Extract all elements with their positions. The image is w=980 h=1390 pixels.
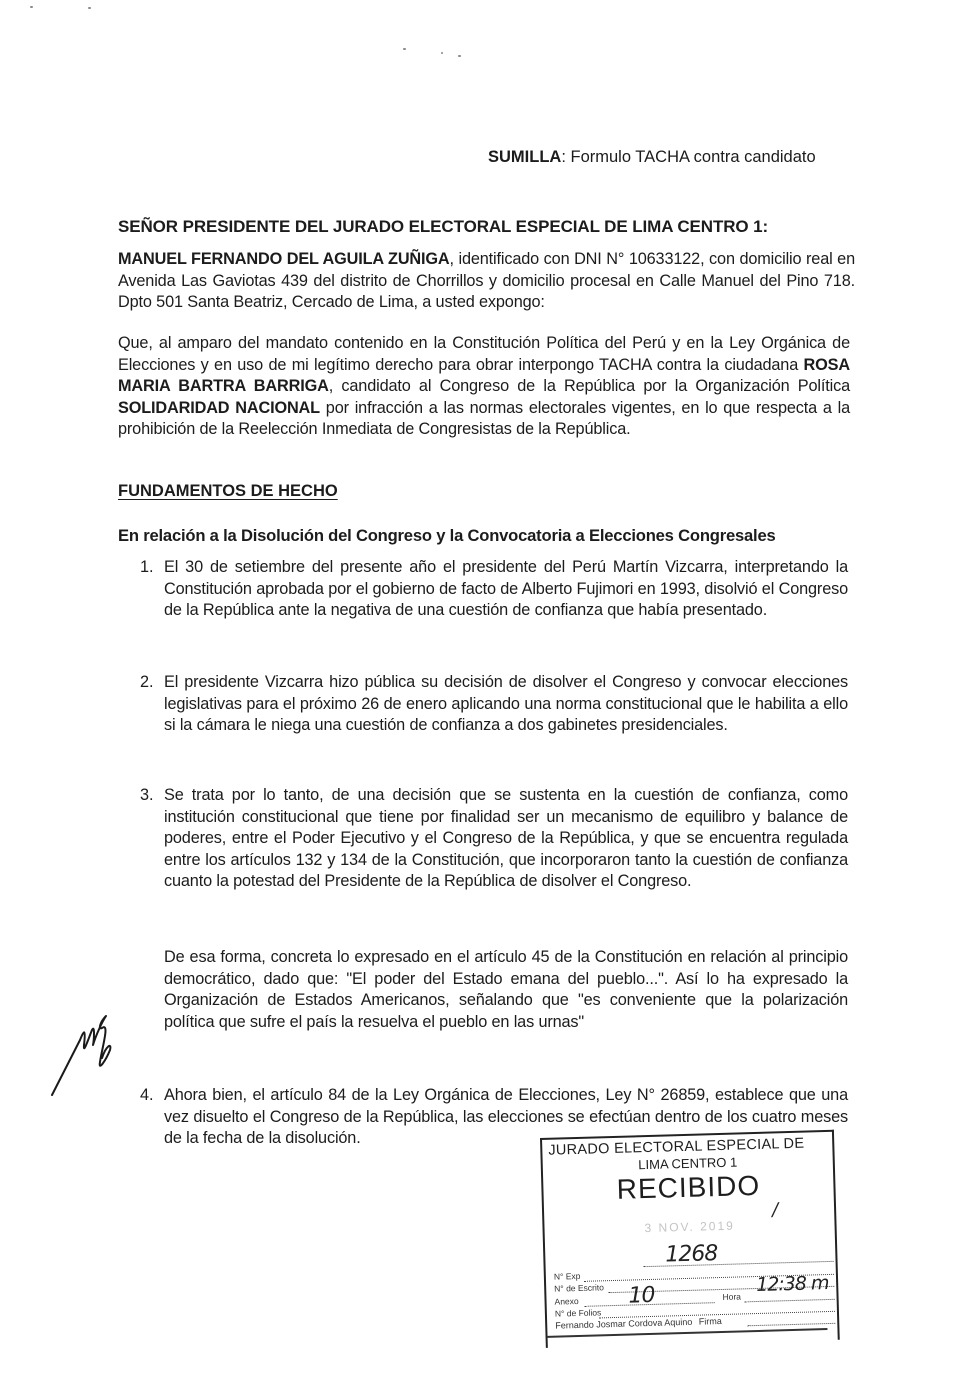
list-item-text: Ahora bien, el artículo 84 de la Ley Orgánica de Elecciones, Ley N° 26859, establece que una vez disuelto el Congreso de la República, las elecciones se efectúan dentro de los cuatro meses de la fecha de la disolución. <box>164 1086 848 1147</box>
list-item-text: Se trata por lo tanto, de una decisión que se sustenta en la cuestión de confianza, como institución constitucional que tiene por finalidad ser un mecanismo de equilibro y balance de poderes, entre el Poder Ejecutivo y el Congreso de la República, y que se encuentra regulada entre los artículos 132 y 134 de la Constitución, que incorporaron tanto la cuestión de confianza cuanto la potestad del Presidente de la República de disolver el Congreso. <box>164 786 848 890</box>
list-item-number: 1. <box>140 558 154 576</box>
dotted-line <box>745 1298 835 1303</box>
stamp-field-hora: Hora <box>722 1291 742 1302</box>
stamp-field-anexo: Anexo <box>554 1295 579 1307</box>
addressee-heading: SEÑOR PRESIDENTE DEL JURADO ELECTORAL ESPECIAL DE LIMA CENTRO 1: <box>118 217 769 236</box>
petition-text-3: por infracción a las normas electorales vigentes, en lo que respecta a la prohibición de la Reelección Inmediata de Congresistas de la República. <box>118 398 850 438</box>
stamp-field-escrito: N° de Escrito <box>554 1282 605 1294</box>
list-item-number: 4. <box>140 1086 154 1104</box>
intro-paragraph <box>118 249 855 314</box>
sumilla-text: : Formulo TACHA contra candidato <box>561 148 816 166</box>
list-item-text: El presidente Vizcarra hizo pública su decisión de disolver el Congreso y convocar elecciones legislativas para el próximo 26 de enero aplicando una norma constitucional que le habilita a ello si la cámara le niega una cuestión de confianza a dos gabinetes presidenciales. <box>164 673 848 734</box>
stamp-recipient-line <box>555 1316 722 1331</box>
section-heading-fundamentos: FUNDAMENTOS DE HECHO <box>118 482 338 500</box>
scan-speck <box>403 48 406 50</box>
stamp-mark: / <box>771 1199 778 1221</box>
petition-paragraph <box>118 333 850 441</box>
handwritten-exp-number: 1268 <box>664 1241 718 1268</box>
scan-speck <box>441 52 443 54</box>
handwritten-hora: 12:38 m <box>755 1272 829 1297</box>
handwritten-folios: 10 <box>628 1282 655 1309</box>
list-item-subparagraph: De esa forma, concreta lo expresado en el artículo 45 de la Constitución en relación al principio democrático, dado que: "El poder del Estado emana del pueblo...". Así lo ha expresado la Organización de Estados Americanos, señalando que "es conveniente que la polarización política que sufre el país la resuelva el pueblo en las urnas" <box>164 948 848 1031</box>
intro-text: , identificado con DNI N° 10633122, con domicilio real en Avenida Las Gaviotas 439 del distrito de Chorrillos y domicilio procesal en Calle Manuel del Pino 718. Dpto 501 Santa Beatriz, Cercado de Lima, a usted expongo: <box>118 250 855 311</box>
scan-speck <box>30 6 33 8</box>
sumilla-line <box>488 148 888 167</box>
candidate-name: ROSA MARIA BARTRA BARRIGA <box>118 355 850 395</box>
party-name: SOLIDARIDAD NACIONAL <box>118 398 320 417</box>
stamp-recibido: RECIBIDO <box>616 1169 761 1205</box>
handwritten-initials-signature <box>40 1000 130 1100</box>
stamp-field-firma: Firma <box>698 1315 722 1327</box>
petition-text-1: Que, al amparo del mandato contenido en la Constitución Política del Perú y en la Ley Orgánica de Elecciones y en uso de mi legítimo derecho para obrar interpongo TACHA contra la ciudadana <box>118 334 850 374</box>
list-item-text: El 30 de setiembre del presente año el presidente del Perú Martín Vizcarra, interpretando la Constitución aprobada por el gobierno de facto de Alberto Fujimori en 1993, disolvió el Congreso de la República ante la negativa de una cuestión de confianza que había presentado. <box>164 558 848 619</box>
scan-speck <box>458 55 461 57</box>
stamp-institution: JURADO ELECTORAL ESPECIAL DE <box>548 1135 805 1159</box>
sumilla-label: SUMILLA <box>488 148 562 166</box>
stamp-field-exp: N° Exp <box>553 1270 581 1282</box>
reception-stamp <box>540 1130 840 1348</box>
petition-text-2: , candidato al Congreso de la República por la Organización Política <box>328 377 850 395</box>
list-item-number: 3. <box>140 786 154 804</box>
stamp-recipient-name: Fernando Josmar Cordova Aquino <box>555 1316 693 1331</box>
stamp-date: 3 NOV. 2019 <box>644 1218 735 1236</box>
petitioner-name: MANUEL FERNANDO DEL AGUILA ZUÑIGA <box>118 250 450 268</box>
list-item-number: 2. <box>140 673 154 691</box>
subsection-heading: En relación a la Disolución del Congreso y la Convocatoria a Elecciones Congresales <box>118 526 776 545</box>
stamp-jurisdiction: LIMA CENTRO 1 <box>638 1154 738 1173</box>
scan-speck <box>88 7 91 9</box>
dotted-line <box>747 1322 835 1326</box>
stamp-field-folios: N° de Folios <box>554 1307 602 1319</box>
